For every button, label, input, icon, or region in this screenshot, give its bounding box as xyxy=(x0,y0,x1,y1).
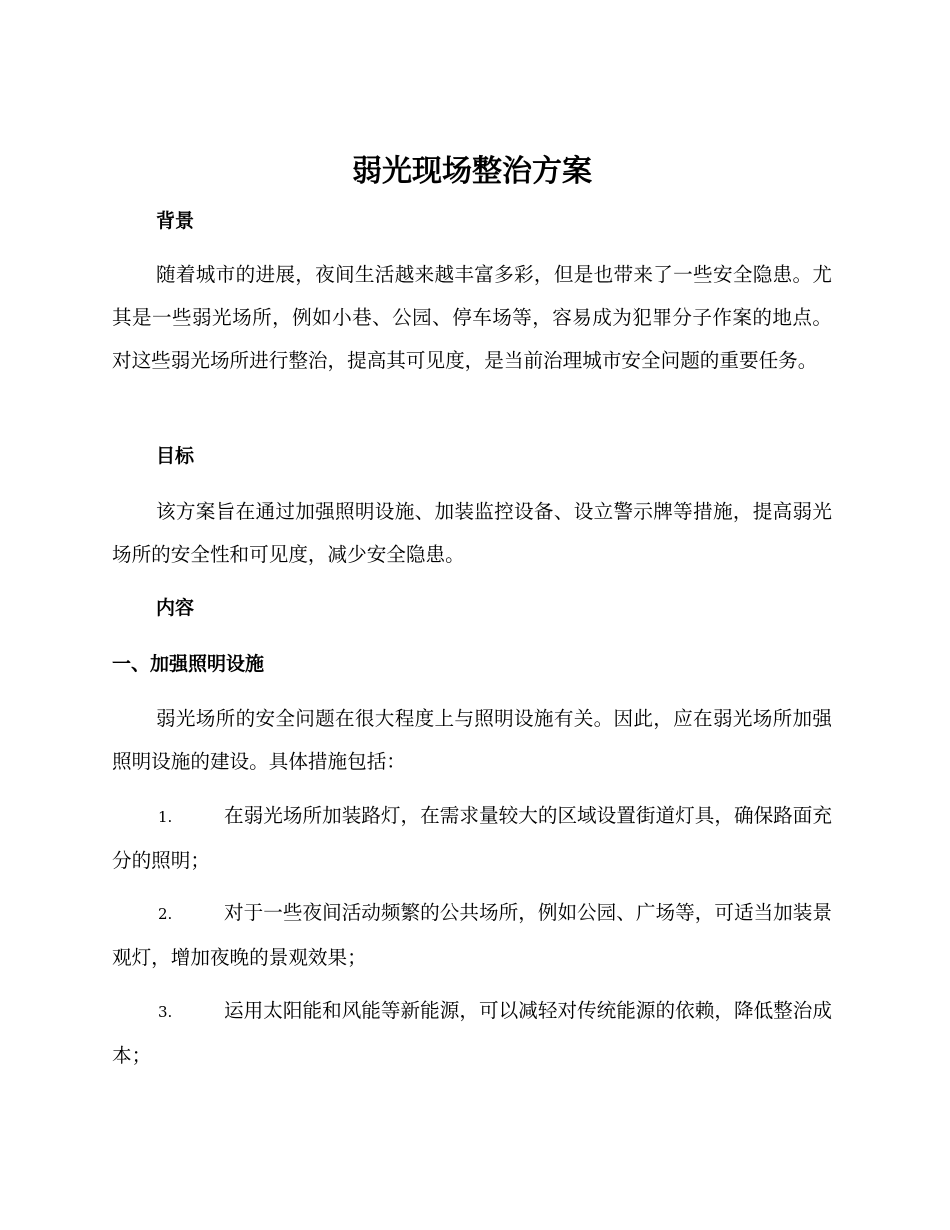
subheading-lighting: 一、加强照明设施 xyxy=(112,653,265,675)
list-item xyxy=(112,794,832,882)
heading-goal: 目标 xyxy=(156,445,195,467)
list-item-text: 对于一些夜间活动频繁的公共场所，例如公园、广场等，可适当加装景观灯，增加夜晚的景观效果； xyxy=(112,901,832,969)
list-item-text: 在弱光场所加装路灯，在需求量较大的区域设置街道灯具，确保路面充分的照明； xyxy=(112,804,832,872)
list-item-text: 运用太阳能和风能等新能源，可以减轻对传统能源的依赖，降低整治成本； xyxy=(112,999,832,1067)
list-item-number: 1. xyxy=(158,808,173,826)
heading-content: 内容 xyxy=(156,597,195,619)
list-item xyxy=(112,989,832,1077)
paragraph-lighting: 弱光场所的安全问题在很大程度上与照明设施有关。因此，应在弱光场所加强照明设施的建设。具体措施包括： xyxy=(112,707,832,773)
list-item-number: 2. xyxy=(158,905,173,923)
paragraph-goal: 该方案旨在通过加强照明设施、加装监控设备、设立警示牌等措施，提高弱光场所的安全性和可见度，减少安全隐患。 xyxy=(112,500,832,566)
paragraph-background: 随着城市的进展，夜间生活越来越丰富多彩，但是也带来了一些安全隐患。尤其是一些弱光场所，例如小巷、公园、停车场等，容易成为犯罪分子作案的地点。对这些弱光场所进行整治，提高其可见度，是当前治理城市安全问题的重要任务。 xyxy=(112,263,832,372)
heading-background: 背景 xyxy=(156,210,195,232)
list-item xyxy=(112,891,832,979)
list-item-number: 3. xyxy=(158,1003,173,1021)
document-title: 弱光现场整治方案 xyxy=(352,154,592,189)
